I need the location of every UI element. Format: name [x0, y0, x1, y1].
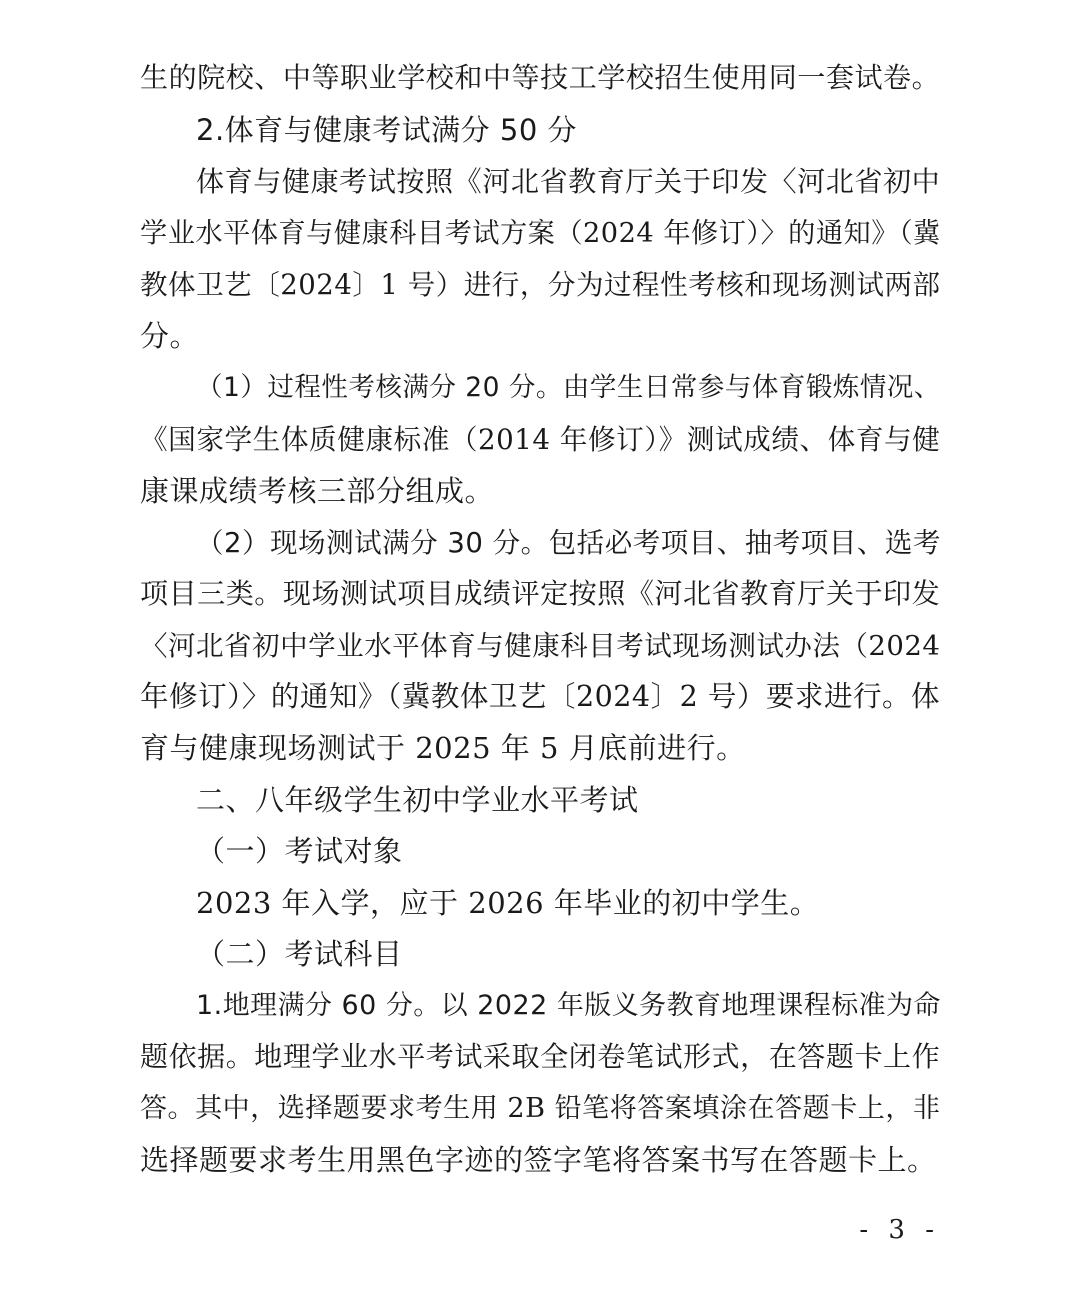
- text-line-17: 2023 年入学，应于 2026 年毕业的初中学生。: [196, 886, 820, 920]
- text-line-22: 选择题要求考生用黑色字迹的签字笔将答案书写在答题卡上。: [140, 1143, 937, 1177]
- text-line-11: 项目三类。现场测试项目成绩评定按照《河北省教育厅关于印发: [140, 577, 941, 610]
- text-line-21: 答。其中，选择题要求考生用 2B 铅笔将答案填涂在答题卡上，非: [140, 1093, 941, 1124]
- subheading-exam-target: （一）考试对象: [196, 834, 403, 868]
- text-line-3: 体育与健康考试按照《河北省教育厅关于印发〈河北省初中: [196, 165, 941, 198]
- text-line-14: 育与健康现场测试于 2025 年 5 月底前进行。: [140, 731, 746, 765]
- text-line-5: 教体卫艺〔2024〕1 号）进行，分为过程性考核和现场测试两部: [140, 269, 941, 301]
- text-line-9: 康课成绩考核三部分组成。: [140, 474, 495, 508]
- onsite-test-line: （2）现场测试满分 30 分。包括必考项目、抽考项目、选考: [196, 527, 941, 559]
- text-line-13: 年修订）〉的通知》（冀教体卫艺〔2024〕2 号）要求进行。体: [140, 680, 941, 713]
- process-assessment-line: （1）过程性考核满分 20 分。由学生日常参与体育锻炼情况、: [196, 372, 941, 403]
- subheading-exam-subjects: （二）考试科目: [196, 937, 403, 971]
- text-line-6: 分。: [140, 319, 200, 353]
- text-line-8: 《国家学生体质健康标准（2014 年修订）》测试成绩、体育与健: [140, 423, 941, 456]
- text-line-1: 生的院校、中等职业学校和中等技工学校招生使用同一套试卷。: [140, 61, 941, 94]
- page-number: - 3 -: [859, 1215, 940, 1245]
- section-heading-grade8: 二、八年级学生初中学业水平考试: [196, 783, 639, 817]
- section-heading-pe: 2.体育与健康考试满分 50 分: [196, 113, 578, 147]
- text-line-20: 题依据。地理学业水平考试采取全闭卷笔试形式，在答题卡上作: [140, 1040, 941, 1073]
- text-line-4: 学业水平体育与健康科目考试方案（2024 年修订）〉的通知》（冀: [140, 218, 941, 249]
- geography-line: 1.地理满分 60 分。以 2022 年版义务教育地理课程标准为命: [196, 990, 941, 1021]
- text-line-12: 〈河北省初中学业水平体育与健康科目考试现场测试办法（2024: [140, 630, 941, 662]
